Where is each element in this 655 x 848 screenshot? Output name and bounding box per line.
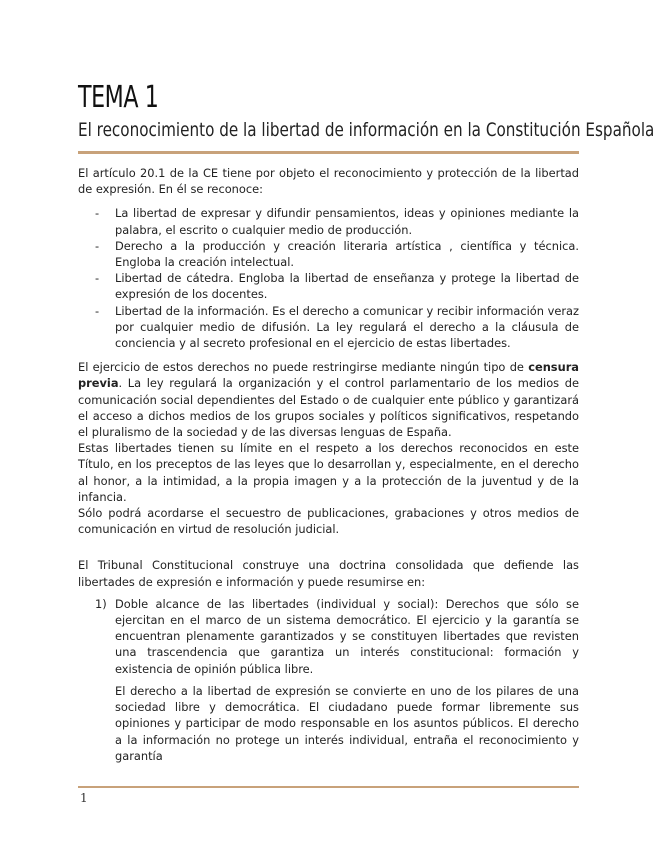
secuestro-paragraph: Sólo podrá acordarse el secuestro de publicaciones, grabaciones y otros medios de comunicación en virtud de resolución judicial. — [78, 506, 579, 537]
limits-paragraph: Estas libertades tienen su límite en el respeto a los derechos reconocidos en este Título, en los preceptos de las leyes que lo desarrollan y, especialmente, en el derecho al honor, a la intimidad, a la propia imagen y a la protección de la juventud y de la infancia. — [78, 441, 579, 504]
list-item: - La libertad de expresar y difundir pensamientos, ideas y opiniones mediante la palabra, el escrito o cualquier medio de producción. — [115, 205, 579, 237]
rights-list — [78, 205, 579, 351]
censura-text-end: . La ley regulará la organización y el control parlamentario de los medios de comunicación social dependientes del Estado o de cualquier ente público y garantizará el acceso a dichos medios de los grupos sociales y políticos significativos, respetando el pluralismo de la sociedad y de las diversas lenguas de España. — [78, 376, 579, 440]
intro-paragraph: El artículo 20.1 de la CE tiene por objeto el reconocimiento y protección de la libertad de expresión. En él se reconoce: — [78, 166, 579, 197]
document-body — [78, 165, 579, 764]
doctrine-list — [78, 596, 579, 764]
list-item: - Derecho a la producción y creación literaria artística , científica y técnica. Engloba la creación intelectual. — [115, 238, 579, 270]
censura-paragraph — [78, 359, 579, 440]
censura-bold-term: censura previa — [78, 360, 579, 391]
page-subtitle: El reconocimiento de la libertad de información en la Constitución Española — [78, 119, 655, 141]
point-text: Doble alcance de las libertades (individual y social): Derechos que sólo se ejercitan en el marco de un sistema democrático. El ejercicio y la garantía se encuentran plenamente garantizados y se constituyen libertades que revisten una trascendencia que garantiza un interés constitucional: formación y existencia de opinión pública libre. — [115, 596, 579, 676]
censura-text-start: El ejercicio de estos derechos no puede restringirse mediante ningún tipo de — [78, 360, 529, 375]
list-item — [95, 596, 579, 764]
list-item: - Libertad de cátedra. Engloba la libertad de enseñanza y protege la libertad de expresión de los docentes. — [115, 270, 579, 302]
list-item: - Libertad de la información. Es el derecho a comunicar y recibir información veraz por cualquier medio de difusión. La ley regulará el derecho a la cláusula de conciencia y al secreto profesional en el ejercicio de estas libertades. — [115, 303, 579, 352]
point-extra-text: El derecho a la libertad de expresión se convierte en uno de los pilares de una sociedad libre y democrática. El ciudadano puede formar libremente sus opiniones y participar de modo responsable en los asuntos públicos. El derecho a la información no protege un interés individual, entraña el reconocimiento y garantía — [115, 683, 579, 763]
list-number: 1) — [95, 596, 107, 611]
page-title: TEMA 1 — [78, 80, 159, 115]
header-divider — [78, 151, 579, 154]
page-number: 1 — [80, 791, 88, 805]
tribunal-paragraph: El Tribunal Constitucional construye una doctrina consolidada que defiende las libertades de expresión e información y puede resumirse en: — [78, 558, 579, 589]
footer-divider — [78, 786, 579, 788]
